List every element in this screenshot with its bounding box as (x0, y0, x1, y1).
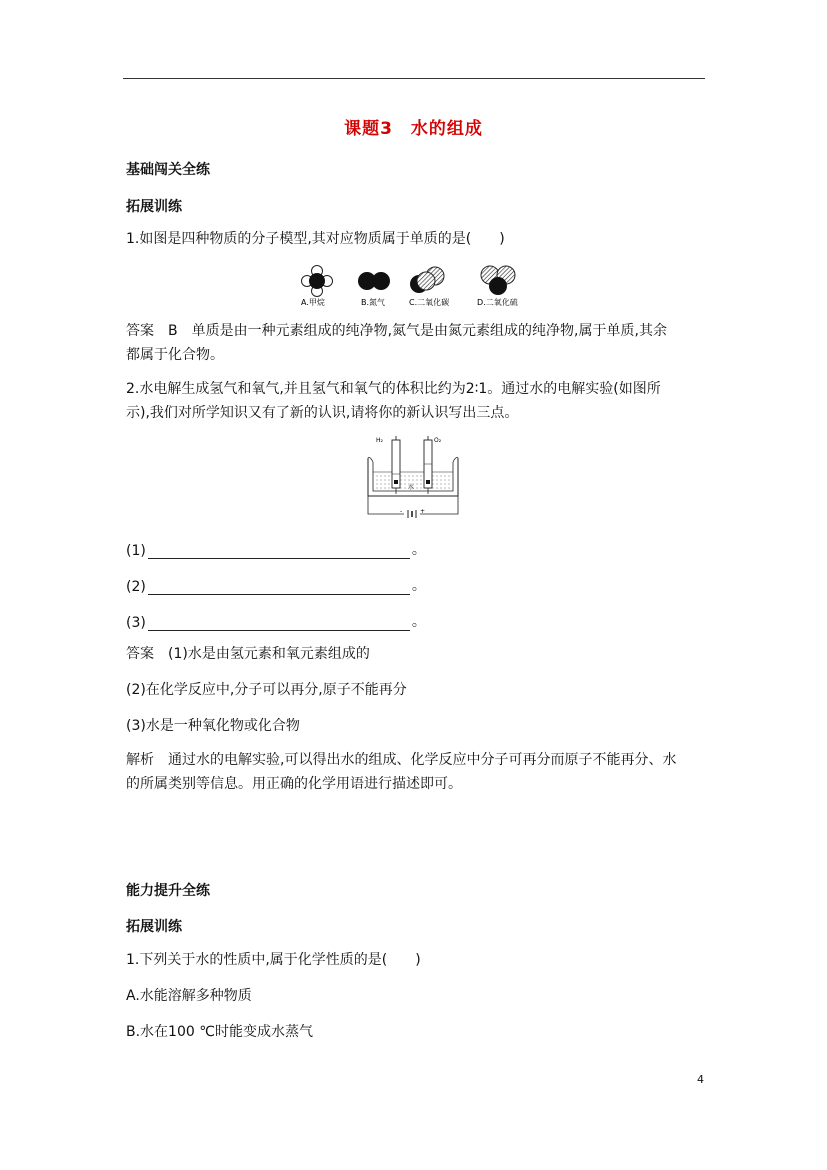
blank-end: 。 (411, 542, 426, 558)
methane-model (302, 266, 333, 297)
option-a-label: A.甲烷 (301, 298, 325, 307)
s2-q1-option-b: B.水在100 ℃时能变成水蒸气 (126, 1024, 313, 1040)
option-d-label: D.二氧化硫 (477, 298, 518, 307)
blank-line[interactable] (148, 544, 410, 559)
page-title: 课题3 水的组成 (344, 119, 483, 139)
section2-subheading: 拓展训练 (126, 919, 182, 935)
s1-q1-answer-line1: 答案 B 单质是由一种元素组成的纯净物,氮气是由氮元素组成的纯净物,属于单质,其余 (126, 323, 667, 339)
section1-subheading: 拓展训练 (126, 199, 182, 215)
option-b-label: B.氮气 (361, 298, 386, 307)
molecule-models-figure (285, 262, 545, 312)
plus-label: + (420, 508, 426, 515)
electrolysis-apparatus-figure (362, 434, 464, 522)
minus-label: - (400, 508, 403, 515)
s1-q1-text: 1.如图是四种物质的分子模型,其对应物质属于单质的是( ) (126, 231, 505, 247)
s1-q2-answer1: 答案 (1)水是由氢元素和氧元素组成的 (126, 646, 370, 662)
blank-label: (1) (126, 543, 146, 559)
s1-q2-answer2: (2)在化学反应中,分子可以再分,原子不能再分 (126, 682, 407, 698)
carbon-dioxide-model (410, 267, 444, 293)
blank-end: 。 (411, 614, 426, 630)
blank-line[interactable] (148, 580, 410, 595)
water-label: 水 (408, 484, 415, 491)
option-c-label: C.二氧化碳 (409, 298, 450, 307)
header-rule (123, 78, 705, 79)
section1-heading: 基础闯关全练 (126, 162, 210, 178)
s1-q2-line1: 2.水电解生成氢气和氧气,并且氢气和氧气的体积比约为2∶1。通过水的电解实验(如图所 (126, 381, 661, 397)
nitrogen-model (358, 272, 390, 290)
s1-q2-line2: 示),我们对所学知识又有了新的认识,请将你的新认识写出三点。 (126, 405, 519, 421)
s1-q2-answer3: (3)水是一种氧化物或化合物 (126, 718, 300, 734)
o2-label: O₂ (434, 437, 442, 444)
s2-q1-option-a: A.水能溶解多种物质 (126, 988, 252, 1004)
h2-label: H₂ (376, 437, 383, 444)
answer-blank-3 (126, 611, 426, 631)
s1-q2-analysis-line2: 的所属类别等信息。用正确的化学用语进行描述即可。 (126, 776, 462, 792)
s2-q1-text: 1.下列关于水的性质中,属于化学性质的是( ) (126, 952, 421, 968)
sulfur-dioxide-model (481, 266, 515, 295)
answer-blank-2 (126, 575, 426, 595)
blank-end: 。 (411, 578, 426, 594)
page-number: 4 (697, 1073, 704, 1086)
answer-blank-1 (126, 539, 426, 559)
s1-q1-answer-line2: 都属于化合物。 (126, 347, 224, 363)
section2-heading: 能力提升全练 (126, 883, 210, 899)
s1-q2-analysis-line1: 解析 通过水的电解实验,可以得出水的组成、化学反应中分子可再分而原子不能再分、水 (126, 752, 677, 768)
blank-label: (3) (126, 615, 146, 631)
blank-label: (2) (126, 579, 146, 595)
blank-line[interactable] (148, 616, 410, 631)
